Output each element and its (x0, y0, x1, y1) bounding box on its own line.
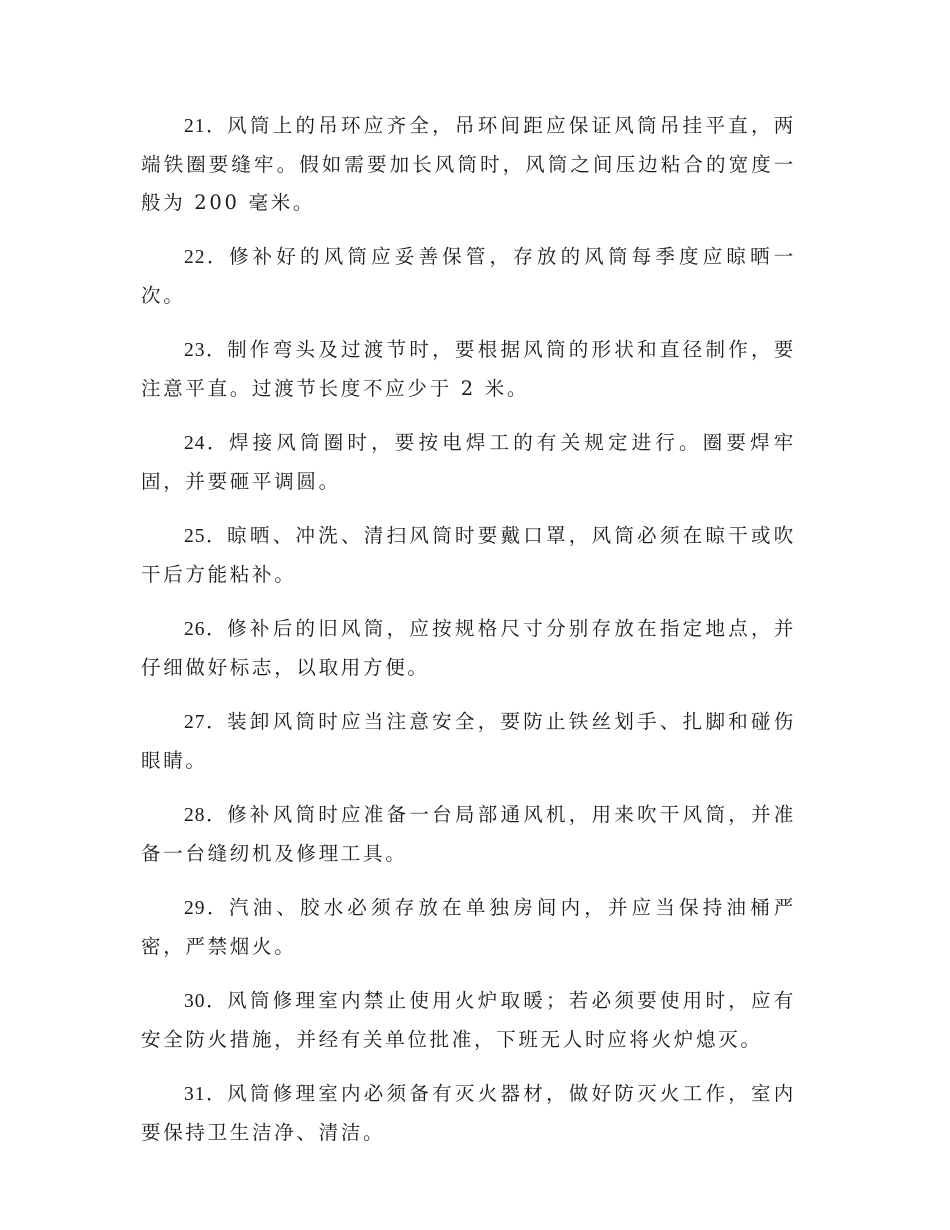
paragraph-text: 风筒修理室内必须备有灭火器材，做好防灭火工作，室内要保持卫生洁净、清洁。 (141, 1082, 796, 1144)
paragraph-text: 风筒修理室内禁止使用火炉取暖；若必须要使用时，应有安全防火措施，并经有关单位批准，下班无人时应将火炉熄灭。 (141, 989, 796, 1051)
paragraph-number: 28． (184, 805, 228, 826)
paragraph-number: 31． (184, 1084, 228, 1105)
paragraph-26 (141, 610, 796, 687)
paragraph-text: 装卸风筒时应当注意安全，要防止铁丝划手、扎脚和碰伤眼睛。 (141, 710, 796, 772)
paragraph-25 (141, 517, 796, 594)
paragraph-number: 22． (184, 247, 229, 268)
paragraph-text: 晾晒、冲洗、清扫风筒时要戴口罩，风筒必须在晾干或吹干后方能粘补。 (141, 524, 796, 586)
paragraph-number: 25． (184, 526, 228, 547)
paragraph-21 (141, 107, 796, 222)
paragraph-30 (141, 982, 796, 1059)
document-body (141, 107, 796, 1168)
paragraph-number: 23． (184, 340, 228, 361)
paragraph-text: 修补好的风筒应妥善保管，存放的风筒每季度应晾晒一次。 (141, 245, 796, 307)
paragraph-text: 修补风筒时应准备一台局部通风机，用来吹干风筒，并准备一台缝纫机及修理工具。 (141, 803, 796, 865)
paragraph-24 (141, 424, 796, 501)
paragraph-number: 26． (184, 619, 228, 640)
paragraph-23 (141, 331, 796, 408)
paragraph-text: 焊接风筒圈时，要按电焊工的有关规定进行。圈要焊牢固，并要砸平调圆。 (141, 431, 796, 493)
paragraph-text: 汽油、胶水必须存放在单独房间内，并应当保持油桶严密，严禁烟火。 (141, 896, 796, 958)
paragraph-27 (141, 703, 796, 780)
paragraph-text: 修补后的旧风筒，应按规格尺寸分别存放在指定地点，并仔细做好标志，以取用方便。 (141, 617, 796, 679)
paragraph-number: 30． (184, 991, 228, 1012)
paragraph-text: 制作弯头及过渡节时，要根据风筒的形状和直径制作，要注意平直。过渡节长度不应少于 2 米。 (141, 338, 796, 400)
paragraph-number: 27． (184, 712, 228, 733)
paragraph-number: 24． (184, 433, 229, 454)
paragraph-number: 21． (184, 116, 228, 137)
paragraph-29 (141, 889, 796, 966)
paragraph-number: 29． (184, 898, 229, 919)
paragraph-31 (141, 1075, 796, 1152)
paragraph-28 (141, 796, 796, 873)
paragraph-text: 风筒上的吊环应齐全，吊环间距应保证风筒吊挂平直，两端铁圈要缝牢。假如需要加长风筒时，风筒之间压边粘合的宽度一般为 200 毫米。 (141, 114, 796, 214)
paragraph-22 (141, 238, 796, 315)
